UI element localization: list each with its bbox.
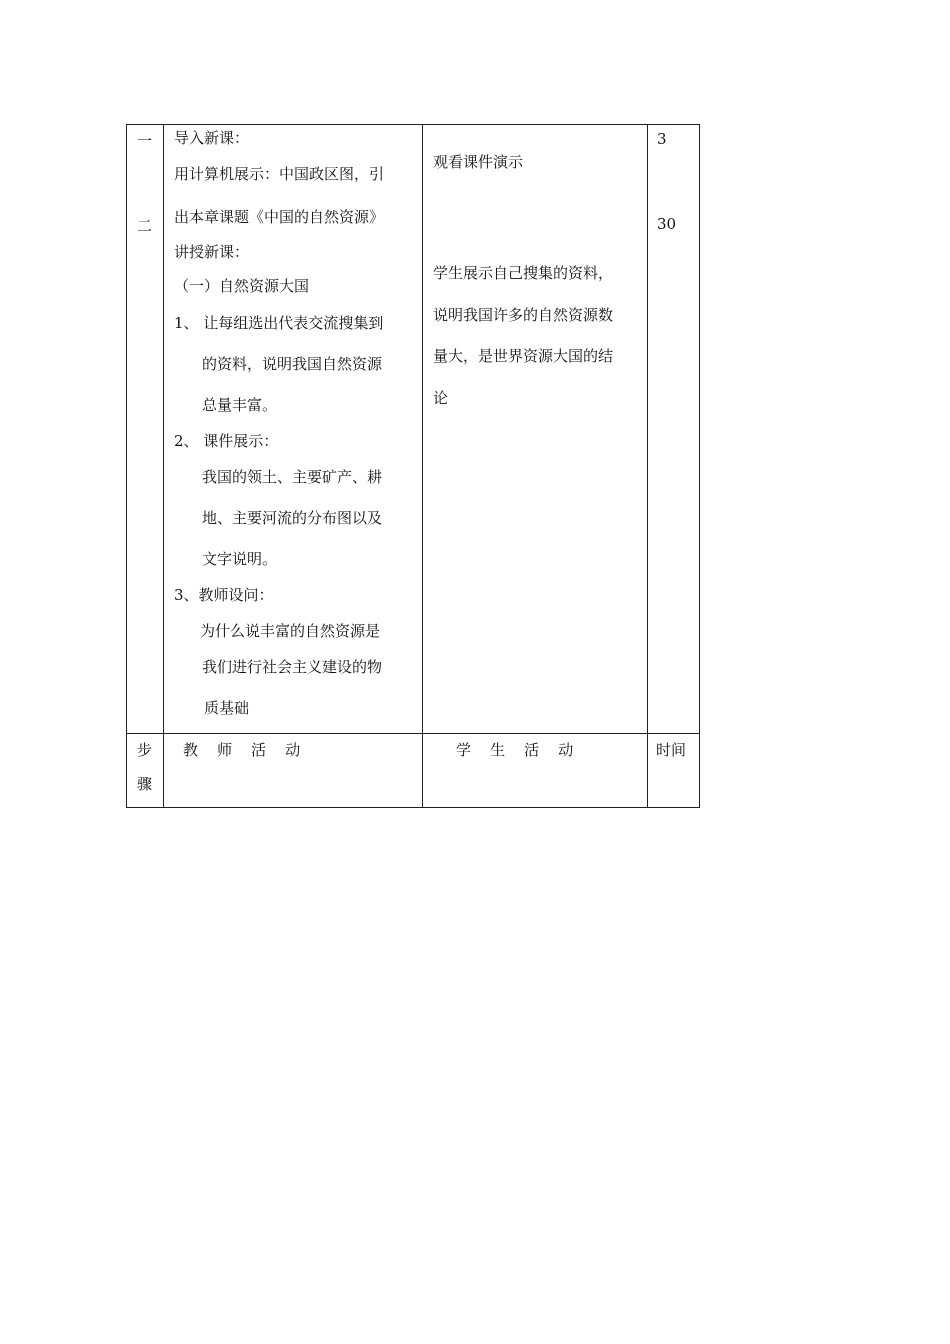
student-line: 量大，是世界资源大国的结	[433, 347, 614, 365]
student-activity-cell	[423, 125, 648, 734]
step-two: 二	[137, 217, 153, 235]
teacher-activity-header: 教 师 活 动	[183, 741, 301, 759]
teacher-line: 讲授新课：	[174, 243, 250, 261]
teacher-line: 文字说明。	[202, 550, 278, 568]
lesson-plan-table	[126, 124, 700, 808]
student-line: 说明我国许多的自然资源数	[433, 306, 614, 324]
student-activity-header: 学 生 活 动	[456, 741, 574, 759]
teacher-line: （一）自然资源大国	[174, 277, 310, 295]
teacher-line: 总量丰富。	[202, 396, 278, 414]
teacher-line: 导入新课：	[174, 129, 250, 147]
teacher-line: 出本章课题《中国的自然资源》	[174, 208, 385, 226]
step-cell	[127, 125, 164, 734]
step-header-bottom: 骤	[137, 775, 153, 793]
teacher-line: 地、主要河流的分布图以及	[202, 509, 383, 527]
student-line: 论	[433, 389, 449, 407]
time-first: 3	[657, 130, 667, 148]
teacher-line: 为什么说丰富的自然资源是	[200, 622, 381, 640]
student-line: 学生展示自己搜集的资料，	[433, 264, 614, 282]
step-one: 一	[137, 132, 153, 150]
teacher-line: 质基础	[204, 699, 250, 717]
step-header-top: 步	[137, 741, 153, 759]
teacher-line: 我国的领土、主要矿产、耕	[202, 468, 383, 486]
teacher-header-cell	[164, 734, 423, 808]
time-header: 时间	[656, 741, 687, 759]
step-header-cell	[127, 734, 164, 808]
student-header-cell	[423, 734, 648, 808]
time-cell	[648, 125, 700, 734]
teacher-line: 2、 课件展示：	[174, 432, 279, 450]
teacher-line: 的资料，说明我国自然资源	[202, 355, 383, 373]
activity-row	[127, 125, 700, 734]
teacher-line: 1、 让每组选出代表交流搜集到	[174, 314, 384, 332]
teacher-activity-cell	[164, 125, 423, 734]
time-header-cell	[648, 734, 700, 808]
teacher-line: 3、教师设问：	[174, 586, 274, 604]
column-header-row	[127, 734, 700, 808]
student-line: 观看课件演示	[433, 153, 524, 171]
teacher-line: 用计算机展示：中国政区图，引	[174, 165, 385, 183]
teacher-line: 我们进行社会主义建设的物	[202, 658, 383, 676]
time-second: 30	[657, 215, 677, 233]
